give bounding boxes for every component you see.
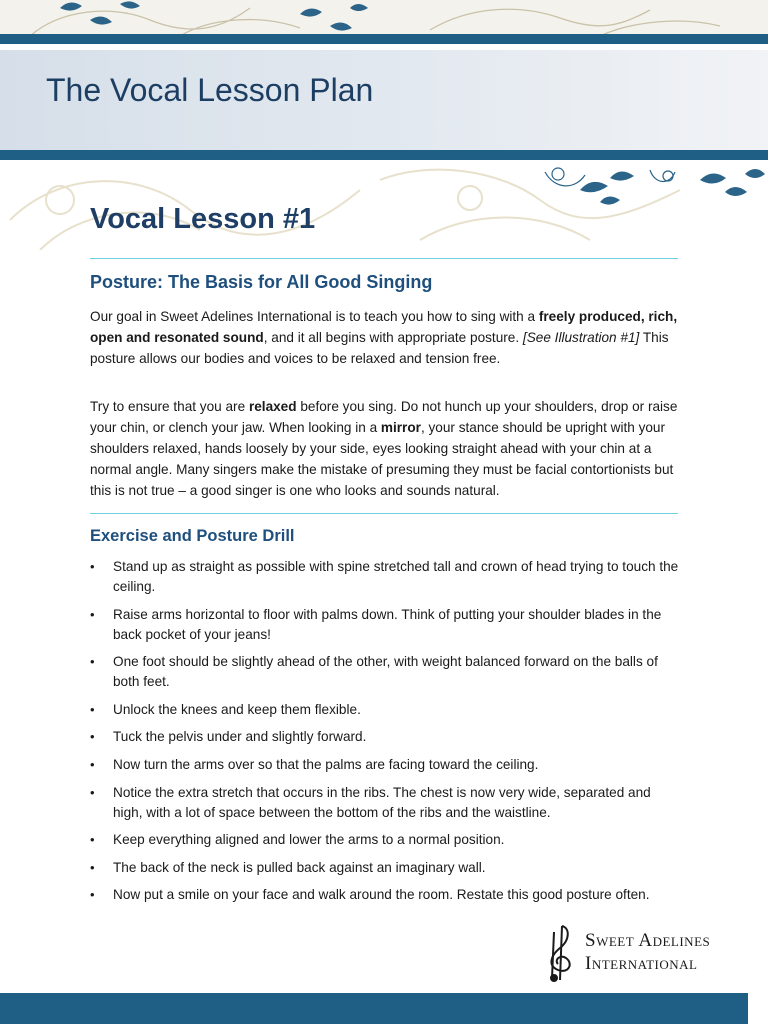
logo-line-2 — [585, 953, 697, 975]
list-item: • Tuck the pelvis under and slightly forward. — [90, 727, 680, 747]
list-item: • Raise arms horizontal to floor with palms down. Think of putting your shoulder blades in the back pocket of your jeans! — [90, 605, 680, 645]
section-heading-exercise: Exercise and Posture Drill — [90, 527, 295, 545]
logo-text: Sweet Adelines — [585, 930, 711, 951]
page-title: The Vocal Lesson Plan — [46, 72, 374, 108]
illustration-reference: [See Illustration #1] — [522, 330, 640, 345]
divider — [90, 258, 678, 259]
emphasis-text: relaxed — [248, 399, 297, 414]
list-item: • Unlock the knees and keep them flexible. — [90, 700, 680, 720]
paragraph-goal — [90, 306, 678, 369]
title-band-border — [0, 150, 768, 160]
paragraph-relax — [90, 396, 678, 501]
treble-clef-logo-icon — [540, 922, 584, 984]
top-accent-bar — [0, 34, 768, 44]
text: before you sing. Do not hunch up your shoulders, drop or raise your chin, or clench your jaw. When looking in a — [90, 399, 678, 435]
lesson-title: Vocal Lesson #1 — [90, 203, 316, 235]
text: , your stance should be upright with your shoulders relaxed, hands loosely by your side, eyes looking straight ahead with your chin at a normal angle. Many singers make the mistake of presuming they must be facial contortionists but this is not true – a good singer is one who looks and sounds natural. — [90, 420, 674, 498]
exercise-list — [90, 557, 680, 913]
sweet-adelines-logo — [540, 922, 730, 984]
text: Our goal in Sweet Adelines International is to teach you how to sing with a — [90, 309, 539, 324]
emphasis-text: freely produced, rich, open and resonated sound — [90, 309, 678, 345]
logo-line-1 — [585, 930, 710, 952]
text: , and it all begins with appropriate posture. — [263, 330, 523, 345]
list-item: • Now turn the arms over so that the palms are facing toward the ceiling. — [90, 755, 680, 775]
list-item: • The back of the neck is pulled back against an imaginary wall. — [90, 858, 680, 878]
text: This posture allows our bodies and voices to be relaxed and tension free. — [90, 330, 669, 366]
footer-bar — [0, 993, 748, 1024]
list-item: • Now put a smile on your face and walk around the room. Restate this good posture often. — [90, 885, 680, 905]
list-item: • Stand up as straight as possible with spine stretched tall and crown of head trying to touch the ceiling. — [90, 557, 680, 597]
header-ornament — [0, 0, 768, 36]
list-item: • One foot should be slightly ahead of the other, with weight balanced forward on the balls of both feet. — [90, 652, 680, 692]
emphasis-text: mirror — [380, 420, 421, 435]
list-item: • Notice the extra stretch that occurs in the ribs. The chest is now very wide, separated and high, with a lot of space between the bottom of the ribs and the waistline. — [90, 783, 680, 823]
logo-text: International — [585, 953, 698, 974]
section-heading-posture: Posture: The Basis for All Good Singing — [90, 272, 433, 292]
swirl-ornament-icon — [0, 0, 768, 36]
text: Try to ensure that you are — [90, 399, 249, 414]
divider — [90, 513, 678, 514]
list-item: • Keep everything aligned and lower the arms to a normal position. — [90, 830, 680, 850]
